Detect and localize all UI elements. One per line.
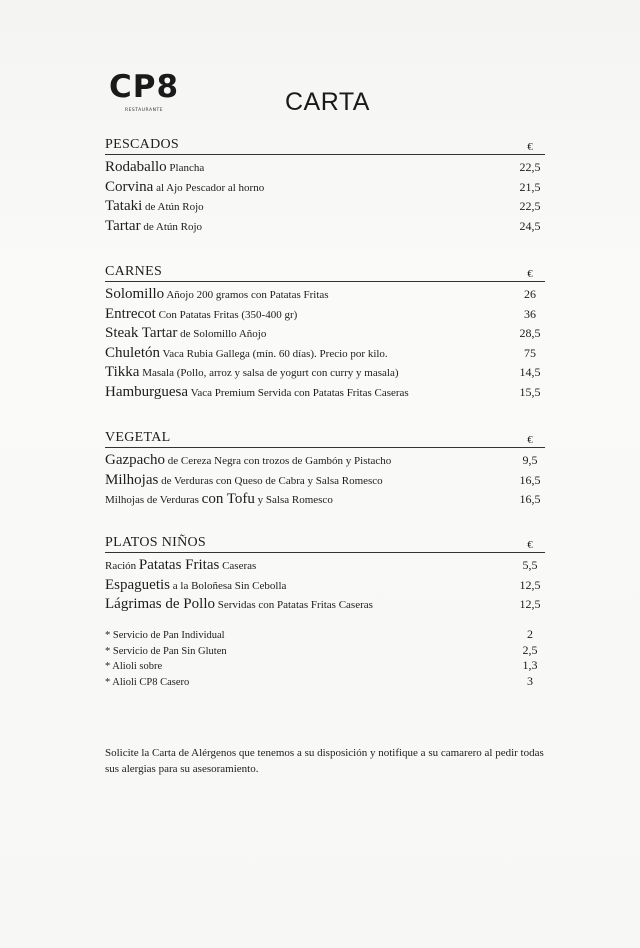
dish-desc: de Cereza Negra con trozos de Gambón y Pistacho bbox=[164, 455, 392, 467]
dish-price: 22,5 bbox=[519, 160, 541, 174]
extra-item bbox=[105, 643, 545, 659]
menu-item bbox=[105, 490, 545, 510]
dish-prefix: Milhojas de Verduras bbox=[105, 494, 202, 506]
dish-desc: Plancha bbox=[166, 162, 205, 174]
section-header bbox=[105, 135, 545, 155]
dish-name: Patatas Fritas bbox=[138, 557, 220, 573]
section-title: VEGETAL bbox=[105, 430, 171, 445]
dish-price: 75 bbox=[524, 345, 536, 360]
section-carnes bbox=[105, 262, 545, 402]
dish-price: 21,5 bbox=[519, 179, 541, 194]
dish-name: Espaguetis bbox=[105, 576, 170, 593]
dish-price: 5,5 bbox=[522, 558, 538, 572]
dish-desc: de Atún Rojo bbox=[142, 201, 204, 213]
dish-price: 28,5 bbox=[519, 326, 541, 340]
menu-item bbox=[105, 285, 545, 305]
dish-price: 24,5 bbox=[519, 218, 541, 233]
dish-name: Tataki bbox=[105, 198, 143, 214]
extra-label: * Alioli CP8 Casero bbox=[105, 676, 190, 688]
section-header bbox=[105, 428, 545, 448]
dish-price: 26 bbox=[524, 287, 536, 301]
extra-price: 3 bbox=[527, 673, 533, 688]
dish-name: Lágrimas de Pollo bbox=[105, 596, 215, 612]
menu-item bbox=[105, 217, 545, 237]
dish-price: 14,5 bbox=[519, 365, 541, 379]
dish-name: Corvina bbox=[105, 178, 154, 195]
logo-subtitle: RESTAURANTE bbox=[124, 108, 164, 113]
section-title: CARNES bbox=[105, 264, 163, 279]
menu-item bbox=[105, 595, 545, 615]
menu-item bbox=[105, 383, 545, 403]
menu-item bbox=[105, 324, 545, 344]
section-pescados bbox=[105, 135, 545, 236]
dish-price: 12,5 bbox=[519, 597, 541, 611]
dish-name: con Tofu bbox=[201, 491, 255, 507]
section-header bbox=[105, 262, 545, 282]
section-header bbox=[105, 533, 545, 553]
extra-item bbox=[105, 658, 545, 674]
dish-desc: de Verduras con Queso de Cabra y Salsa Romesco bbox=[158, 474, 383, 487]
dish-desc: de Solomillo Añojo bbox=[177, 328, 267, 340]
dish-name: Tikka bbox=[105, 364, 140, 380]
dish-name: Milhojas bbox=[105, 471, 159, 488]
dish-desc: Servidas con Patatas Fritas Caseras bbox=[214, 599, 373, 611]
dish-name: Hamburguesa bbox=[105, 383, 189, 400]
dish-desc: Vaca Premium Servida con Patatas Fritas Caseras bbox=[188, 386, 409, 399]
logo bbox=[104, 70, 184, 113]
dish-price: 22,5 bbox=[519, 199, 541, 213]
dish-price: 12,5 bbox=[519, 577, 541, 592]
section-vegetal bbox=[105, 428, 545, 510]
logo-mark: CP8 bbox=[108, 69, 180, 105]
dish-desc: Añojo 200 gramos con Patatas Fritas bbox=[164, 289, 329, 301]
extras-list bbox=[105, 627, 545, 689]
dish-desc: y Salsa Romesco bbox=[254, 494, 333, 506]
extra-price: 2 bbox=[527, 627, 533, 641]
currency-label: € bbox=[527, 141, 533, 153]
dish-desc: Caseras bbox=[219, 560, 257, 572]
section-title: PLATOS NIÑOS bbox=[105, 535, 206, 550]
currency-label: € bbox=[527, 268, 533, 280]
dish-desc: al Ajo Pescador al horno bbox=[153, 181, 265, 194]
dish-name: Steak Tartar bbox=[105, 325, 178, 341]
page-title: CARTA bbox=[285, 88, 370, 116]
allergen-note: Solicite la Carta de Alérgenos que tenemos a su disposición y notifique a su camarero al pedir todas sus alergias para su asesoramiento. bbox=[105, 747, 544, 775]
dish-price: 15,5 bbox=[519, 384, 541, 399]
extra-price: 2,5 bbox=[522, 642, 538, 657]
dish-prefix: Ración bbox=[105, 560, 139, 572]
dish-name: Chuletón bbox=[105, 344, 160, 361]
dish-desc: a la Boloñesa Sin Cebolla bbox=[170, 579, 287, 592]
dish-price: 9,5 bbox=[522, 453, 538, 467]
dish-desc: Vaca Rubia Gallega (mín. 60 días). Precio por kilo. bbox=[160, 347, 388, 360]
dish-desc: Masala (Pollo, arroz y salsa de yogurt con curry y masala) bbox=[139, 367, 399, 379]
menu-item bbox=[105, 158, 545, 178]
extra-item bbox=[105, 674, 545, 690]
dish-price: 16,5 bbox=[519, 492, 541, 506]
currency-label: € bbox=[527, 434, 533, 446]
menu-item bbox=[105, 363, 545, 383]
dish-name: Entrecot bbox=[105, 305, 156, 322]
menu-item bbox=[105, 197, 545, 217]
extra-item bbox=[105, 627, 545, 643]
menu-item bbox=[105, 178, 545, 198]
dish-name: Gazpacho bbox=[105, 452, 165, 468]
currency-label: € bbox=[527, 539, 533, 551]
menu-item bbox=[105, 344, 545, 364]
dish-desc: Con Patatas Fritas (350-400 gr) bbox=[155, 308, 298, 321]
menu-item bbox=[105, 576, 545, 596]
dish-price: 16,5 bbox=[519, 472, 541, 487]
extra-price: 1,3 bbox=[522, 658, 538, 672]
dish-name: Rodaballo bbox=[105, 159, 167, 175]
dish-name: Tartar bbox=[105, 217, 141, 234]
dish-desc: de Atún Rojo bbox=[140, 220, 203, 233]
menu-item bbox=[105, 471, 545, 491]
menu-item bbox=[105, 451, 545, 471]
extra-label: * Servicio de Pan Individual bbox=[105, 630, 225, 641]
dish-price: 36 bbox=[524, 306, 536, 321]
menu-item bbox=[105, 556, 545, 576]
extra-label: * Servicio de Pan Sin Gluten bbox=[105, 645, 227, 657]
section-platos-ninos bbox=[105, 533, 545, 615]
menu-item bbox=[105, 305, 545, 325]
dish-name: Solomillo bbox=[105, 286, 165, 302]
section-title: PESCADOS bbox=[105, 137, 179, 152]
extra-label: * Alioli sobre bbox=[105, 661, 163, 672]
